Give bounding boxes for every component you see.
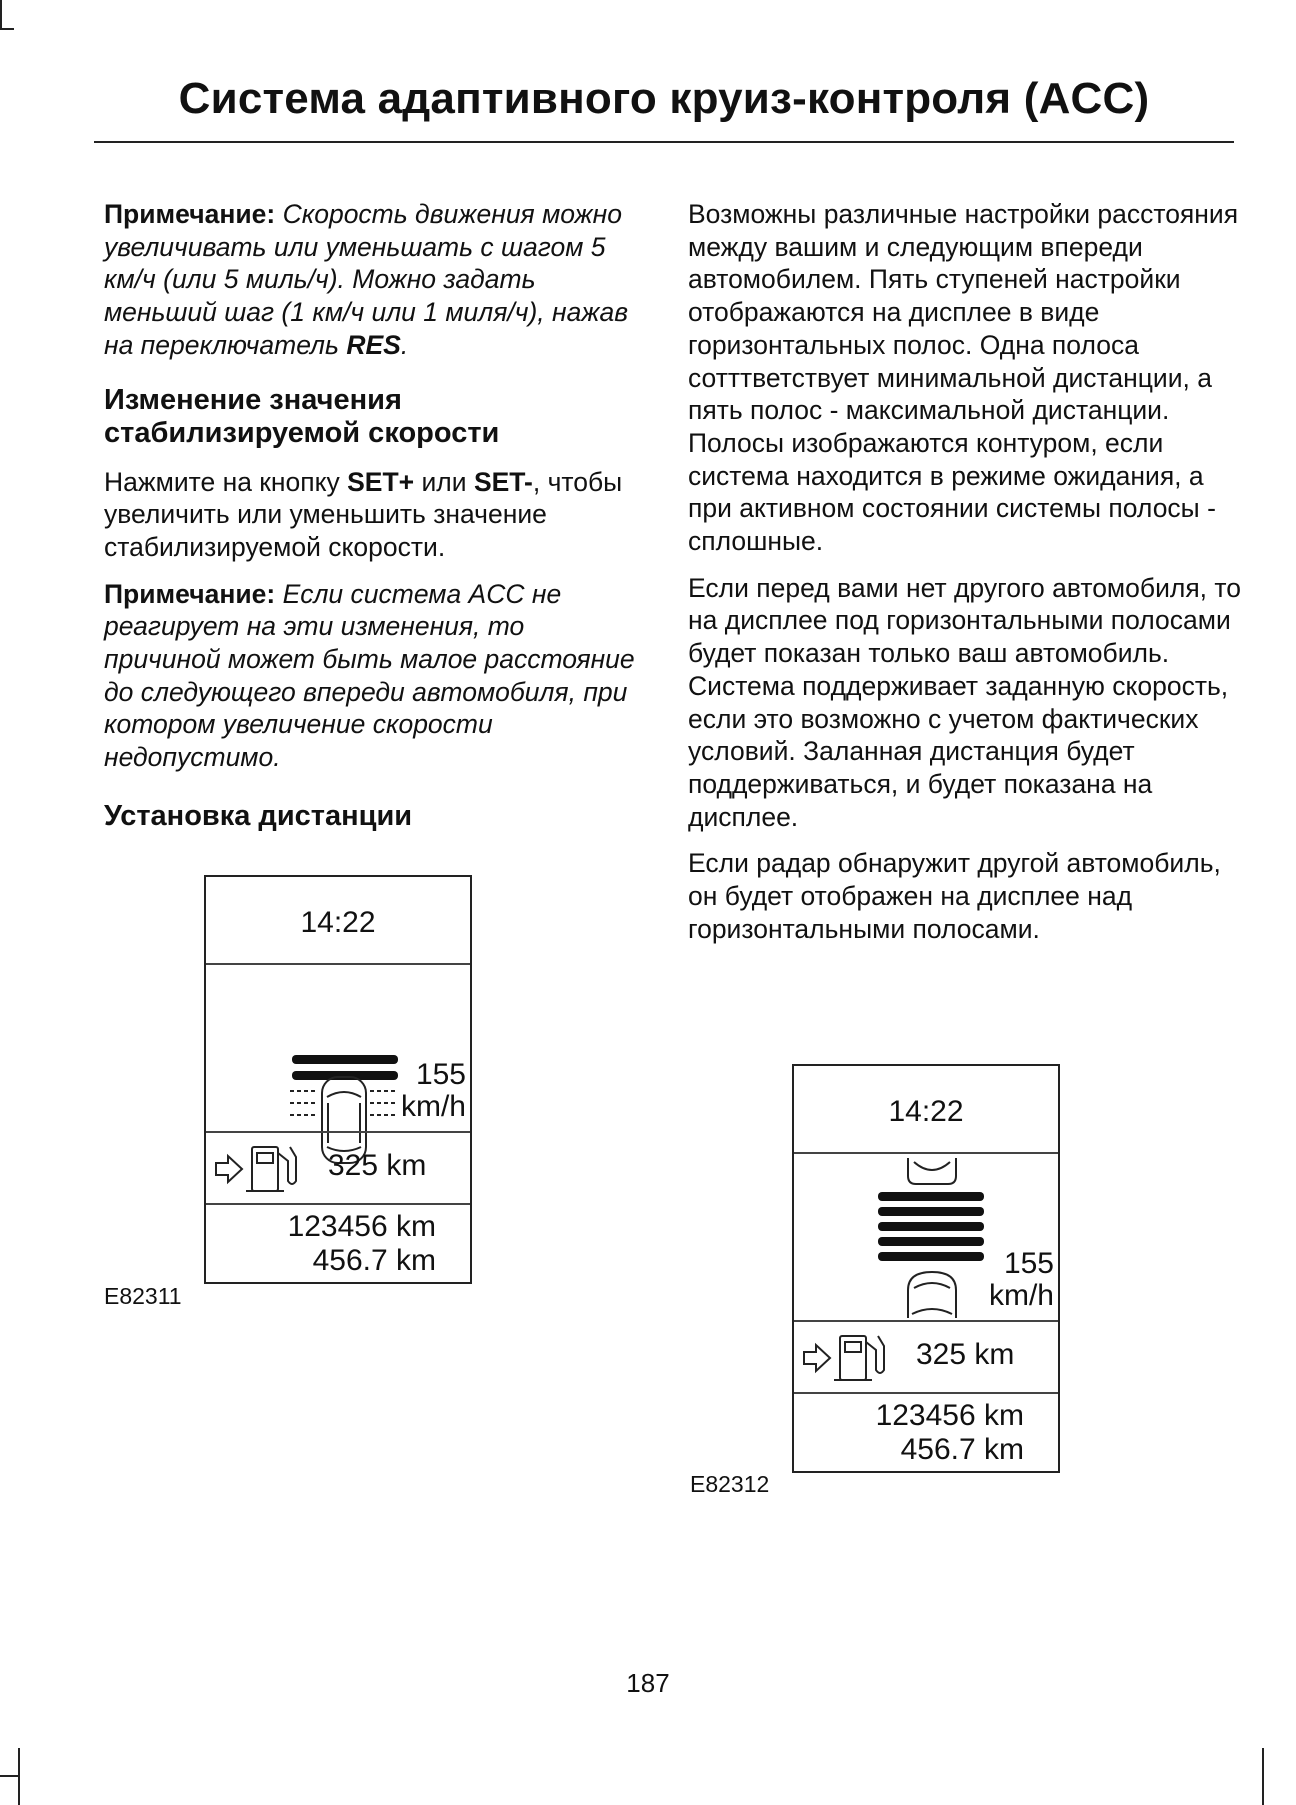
right-column: [688, 198, 1248, 959]
left-column: [104, 198, 644, 833]
fuel-pump-icon: [834, 1336, 884, 1380]
crop-mark: [0, 0, 2, 30]
vehicle-ahead-icon: [908, 1158, 956, 1184]
distance-bar: [878, 1252, 984, 1261]
fuel-pump-icon: [246, 1147, 296, 1191]
note-acc: [104, 578, 644, 774]
speed-value: 155: [1003, 1247, 1054, 1280]
note-end: .: [400, 329, 409, 360]
para-text: , чтобы увеличить или уменьшить значение стабилизируемой скорости.: [104, 466, 623, 562]
fuel-range-icons: [212, 1139, 322, 1199]
title-divider: [94, 141, 1234, 143]
distance-bar: [878, 1207, 984, 1216]
own-car-icon: [908, 1272, 956, 1318]
figure-label: E82312: [690, 1471, 770, 1497]
display-figure-1: [204, 875, 472, 1284]
trip-value: 456.7 km: [900, 1433, 1024, 1466]
para-text: или: [414, 466, 474, 497]
para-distance-settings: Возможны различные настройки расстояния между вашим и следующим впереди автомобилем. Пять ступеней настройки отображаются на дисплее в виде горизонтальных полос. Одна полоса сотттветствует минимальной дистанции, а пять полос - максимальной дистанции. Полосы изображаются контуром, если система находится в режиме ожидания, а при активном состоянии системы полосы - сплошные.: [688, 199, 1239, 557]
trip-value: 456.7 km: [312, 1244, 436, 1277]
note-text: Если система ACC не реагирует на эти изменения, то причиной может быть малое расстояние до следующего впереди автомобиля, при котором увеличение скорости недопустимо.: [104, 578, 635, 773]
odometer-value: 123456 km: [875, 1399, 1024, 1432]
fuel-range-value: 325 km: [328, 1149, 427, 1182]
para-no-vehicle: Если перед вами нет другого автомобиля, то на дисплее под горизонтальными полосами будет показан только ваш автомобиль. Система поддерживает заданную скорость, если это возможно с учетом фактических условий. Заланная дистанция будет поддерживаться, и будет показана на дисплее.: [688, 572, 1241, 832]
clock-time: 14:22: [300, 906, 376, 939]
note-label: Примечание:: [104, 578, 276, 609]
fuel-range-value: 325 km: [916, 1338, 1015, 1371]
distance-bar: [878, 1192, 984, 1201]
heading-set-distance: Установка дистанции: [104, 799, 413, 832]
clock-time: 14:22: [888, 1095, 964, 1128]
para-radar: Если радар обнаружит другой автомобиль, он будет отображен на дисплее над горизонтальными полосами.: [688, 848, 1221, 944]
speed-unit: km/h: [988, 1279, 1054, 1312]
set-plus-label: SET+: [347, 466, 415, 497]
note-step: [104, 198, 644, 362]
para-set-buttons: [104, 466, 644, 564]
heading-change-speed: Изменение значения стабилизируемой скорости: [104, 383, 500, 449]
crop-mark: [0, 1775, 20, 1777]
note-text: Скорость движения можно увеличивать или уменьшать с шагом 5 км/ч (или 5 миль/ч). Можно задать меньший шаг (1 км/ч или 1 миля/ч), нажав на переключатель: [104, 199, 629, 360]
crop-mark: [1262, 1748, 1264, 1805]
speed-unit: km/h: [400, 1090, 466, 1123]
separator: [794, 1392, 1058, 1394]
note-label: Примечание:: [104, 199, 276, 229]
figure-label: E82311: [104, 1283, 182, 1309]
distance-bar: [878, 1237, 984, 1246]
separator: [206, 1131, 470, 1133]
res-switch-name: RES: [346, 329, 401, 360]
distance-bar: [878, 1222, 984, 1231]
set-minus-label: SET-: [473, 466, 533, 497]
arrow-right-icon: [804, 1345, 830, 1371]
separator: [794, 1320, 1058, 1322]
display-figure-2: [792, 1064, 1060, 1473]
fuel-range-icons: [800, 1328, 910, 1388]
arrow-right-icon: [216, 1156, 242, 1182]
odometer-value: 123456 km: [287, 1210, 436, 1243]
separator: [206, 1203, 470, 1205]
speed-value: 155: [415, 1058, 466, 1091]
page-title: Система адаптивного круиз-контроля (ACC): [178, 74, 1150, 123]
para-text: Нажмите на кнопку: [104, 466, 348, 497]
crop-mark: [18, 1748, 20, 1805]
page-number: 187: [626, 1668, 670, 1698]
distance-bar: [292, 1071, 398, 1080]
distance-bar: [292, 1055, 398, 1064]
crop-mark: [0, 28, 14, 30]
